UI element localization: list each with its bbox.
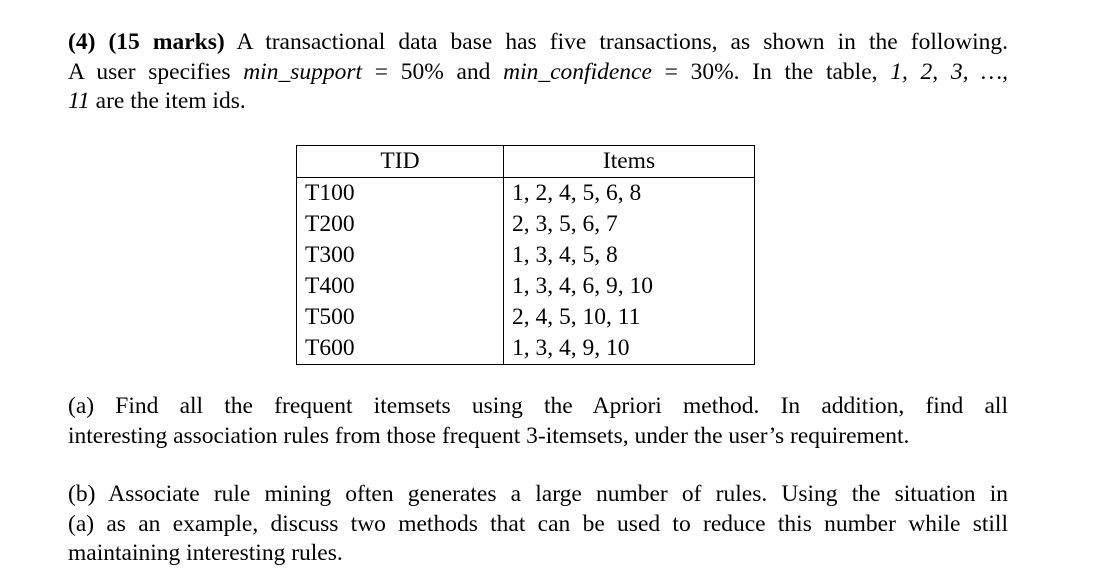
intro-line-3 bbox=[68, 87, 1008, 117]
cell-items: 2, 4, 5, 10, 11 bbox=[504, 302, 755, 333]
table-row bbox=[297, 240, 755, 271]
cell-items: 1, 3, 4, 5, 8 bbox=[504, 240, 755, 271]
question-marks: (15 marks) bbox=[108, 29, 225, 55]
header-tid: TID bbox=[297, 146, 504, 178]
intro-text-2c: = 30%. In the table, bbox=[651, 58, 891, 85]
cell-tid: T600 bbox=[297, 333, 504, 365]
part-a-line-2: interesting association rules from those frequent 3-itemsets, under the user’s requirement. bbox=[68, 422, 910, 449]
cell-tid: T200 bbox=[297, 209, 504, 240]
item-ids-list: 1, 2, 3, …, bbox=[890, 58, 1008, 85]
intro-text-2b: = 50% and bbox=[362, 58, 504, 85]
part-a-question bbox=[68, 392, 1008, 451]
part-b-line-3: maintaining interesting rules. bbox=[68, 540, 343, 566]
question-number: (4) bbox=[68, 29, 96, 55]
header-items: Items bbox=[504, 146, 755, 178]
intro-line-1 bbox=[68, 28, 1008, 58]
item-ids-last: 11 bbox=[68, 88, 90, 114]
part-b-line-2: (a) as an example, discuss two methods that can be used to reduce this number while still bbox=[68, 510, 1008, 537]
cell-items: 1, 3, 4, 9, 10 bbox=[504, 333, 755, 365]
part-a-line-1: (a) Find all the frequent itemsets using the Apriori method. In addition, find all bbox=[68, 393, 1008, 419]
table-row bbox=[297, 178, 755, 210]
cell-items: 1, 2, 4, 5, 6, 8 bbox=[504, 178, 755, 210]
intro-text-3: are the item ids. bbox=[89, 88, 246, 114]
intro-line-2 bbox=[68, 58, 1008, 88]
cell-items: 2, 3, 5, 6, 7 bbox=[504, 209, 755, 240]
cell-tid: T100 bbox=[297, 178, 504, 210]
part-b-question bbox=[68, 480, 1008, 569]
min-confidence-label: min_confidence bbox=[503, 58, 652, 85]
intro-text-2a: A user specifies bbox=[68, 58, 244, 85]
table-row bbox=[297, 302, 755, 333]
question-intro bbox=[68, 28, 1008, 117]
cell-tid: T500 bbox=[297, 302, 504, 333]
min-support-label: min_support bbox=[243, 58, 363, 85]
cell-tid: T300 bbox=[297, 240, 504, 271]
intro-text-1: A transactional data base has five transactions, as shown in the following. bbox=[224, 29, 1009, 55]
table-header-row bbox=[297, 146, 755, 178]
cell-tid: T400 bbox=[297, 271, 504, 302]
part-b-line-1: (b) Associate rule mining often generates a large number of rules. Using the situation in bbox=[68, 481, 1008, 507]
table-row bbox=[297, 209, 755, 240]
table-row bbox=[297, 271, 755, 302]
table-row bbox=[297, 333, 755, 365]
transactions-table bbox=[296, 145, 755, 365]
cell-items: 1, 3, 4, 6, 9, 10 bbox=[504, 271, 755, 302]
